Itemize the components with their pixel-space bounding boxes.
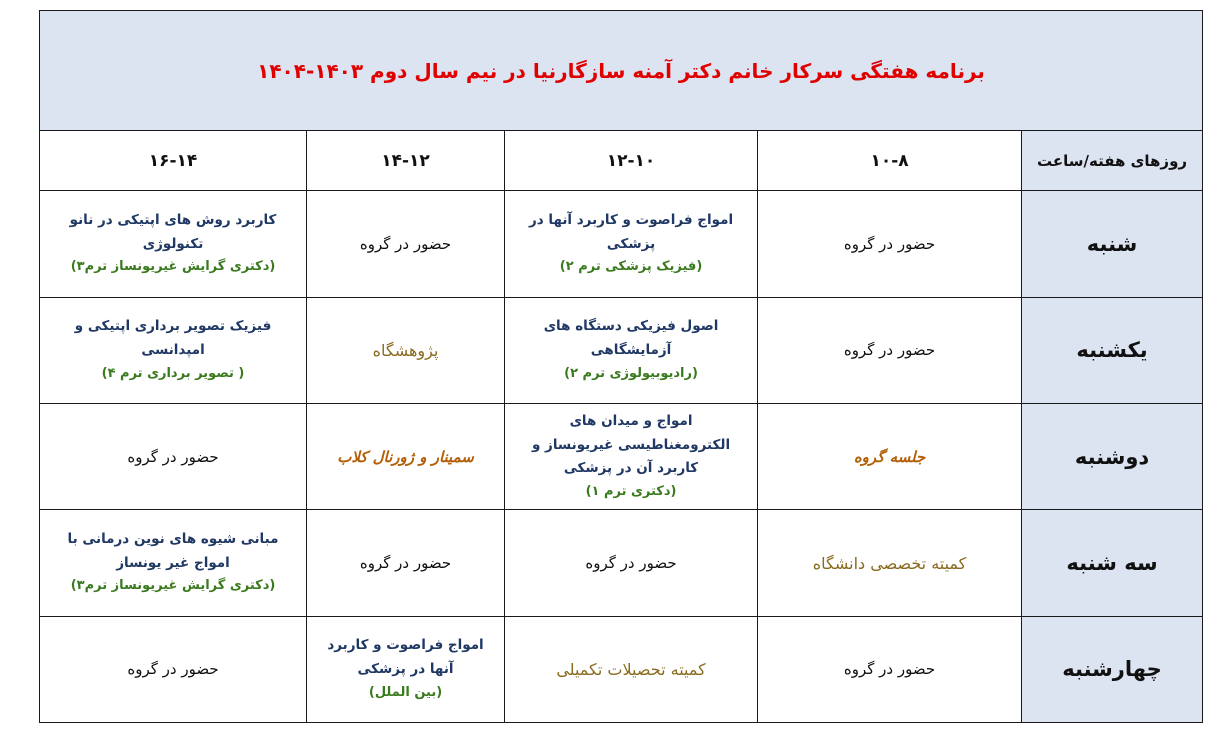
day-label: دوشنبه — [1022, 404, 1203, 510]
day-column-header: روزهای هفته/ساعت — [1022, 131, 1203, 191]
course-title: امواج و میدان های الکترومغناطیسی غیریونساز و کاربرد آن در پزشکی — [531, 412, 731, 477]
schedule-cell: حضور در گروه — [758, 616, 1022, 722]
table-row — [40, 510, 1203, 616]
course-subtitle: ( تصویر برداری ترم ۴) — [101, 365, 245, 381]
table-row — [40, 404, 1203, 510]
course-title: مبانی شیوه های نوین درمانی با امواج غیر یونساز — [67, 531, 279, 571]
course-title: امواج فراصوت و کاربرد آنها در پزشکی — [528, 212, 734, 252]
course-title: کاربرد روش های اپتیکی در نانو تکنولوژی — [69, 212, 277, 252]
course-cell — [505, 297, 758, 403]
course-subtitle: (دکتری گرایش غیریونساز ترم۳) — [70, 578, 276, 594]
schedule-cell: حضور در گروه — [307, 510, 505, 616]
title-cell — [40, 11, 1203, 131]
header-row — [40, 131, 1203, 191]
course-cell — [505, 404, 758, 510]
course-subtitle: (دکتری گرایش غیریونساز ترم۳) — [70, 259, 276, 275]
title-row — [40, 11, 1203, 131]
course-cell — [40, 510, 307, 616]
table-row — [40, 616, 1203, 722]
schedule-cell: پژوهشگاه — [307, 297, 505, 403]
schedule-title: برنامه هفتگی سرکار خانم دکتر آمنه سازگارنیا در نیم سال دوم ۱۴۰۳-۱۴۰۴ — [257, 58, 985, 83]
course-cell — [505, 191, 758, 297]
slot-header-8-10: ۱۰-۸ — [758, 131, 1022, 191]
schedule-cell: سمینار و ژورنال کلاب — [307, 404, 505, 510]
schedule-cell: جلسه گروه — [758, 404, 1022, 510]
day-label: سه شنبه — [1022, 510, 1203, 616]
schedule-cell: حضور در گروه — [40, 404, 307, 510]
course-title: امواج فراصوت و کاربرد آنها در پزشکی — [327, 637, 484, 677]
table-row — [40, 297, 1203, 403]
day-label: شنبه — [1022, 191, 1203, 297]
course-subtitle: (بین الملل) — [368, 684, 443, 700]
schedule-cell: حضور در گروه — [40, 616, 307, 722]
day-label: چهارشنبه — [1022, 616, 1203, 722]
slot-header-12-14: ۱۴-۱۲ — [307, 131, 505, 191]
course-title: اصول فیزیکی دستگاه های آزمایشگاهی — [543, 318, 719, 359]
course-cell — [40, 297, 307, 403]
schedule-cell: حضور در گروه — [758, 297, 1022, 403]
course-subtitle: (رادیوبیولوژی ترم ۲) — [564, 365, 698, 381]
course-subtitle: (دکتری ترم ۱) — [585, 483, 677, 499]
day-label: یکشنبه — [1022, 297, 1203, 403]
slot-header-14-16: ۱۶-۱۴ — [40, 131, 307, 191]
course-cell — [40, 191, 307, 297]
schedule-cell: کمیته تخصصی دانشگاه — [758, 510, 1022, 616]
table-row — [40, 191, 1203, 297]
course-subtitle: (فیزیک پزشکی ترم ۲) — [559, 259, 703, 275]
schedule-cell: کمیته تحصیلات تکمیلی — [505, 616, 758, 722]
schedule-cell: حضور در گروه — [758, 191, 1022, 297]
weekly-schedule-table — [39, 10, 1203, 723]
course-title: فیزیک تصویر برداری اپتیکی و امپدانسی — [74, 318, 272, 359]
schedule-cell: حضور در گروه — [307, 191, 505, 297]
slot-header-10-12: ۱۲-۱۰ — [505, 131, 758, 191]
course-cell — [307, 616, 505, 722]
schedule-cell: حضور در گروه — [505, 510, 758, 616]
